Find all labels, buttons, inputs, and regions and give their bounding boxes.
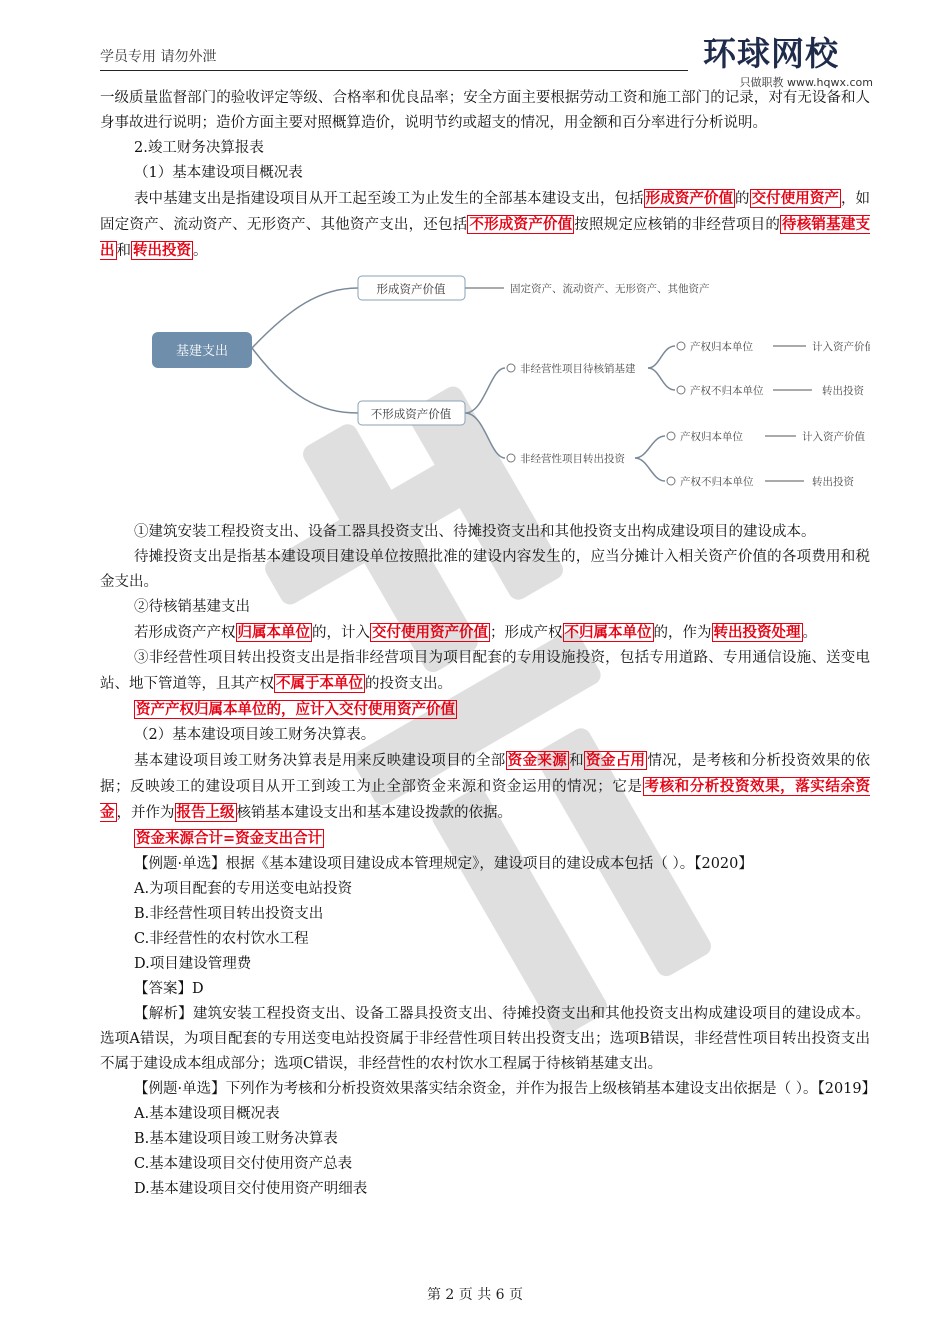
- item2-paragraph: [100, 620, 870, 646]
- mindmap-leaf: 产权不归本单位: [690, 385, 764, 397]
- text-span: 表中基建支出是指建设项目从开工起至竣工为止发生的全部基本建设支出，包括: [134, 191, 644, 207]
- text-span: 和: [116, 243, 131, 259]
- highlight-term: 转出投资: [133, 242, 191, 259]
- text-span: 若形成资产产权: [134, 625, 236, 641]
- text-span: 的，作为: [653, 625, 712, 641]
- highlight-term: 转出投资处理: [713, 624, 801, 641]
- highlight-term: 资金占用: [585, 752, 646, 769]
- highlight-term: 考核和分析投资效果，落实结余资金: [100, 778, 871, 821]
- text-span: ，如固定资产、流动资产、无形资产、其他资产支出，还包括: [100, 191, 871, 233]
- highlight-term: 交付使用资产: [751, 190, 839, 207]
- mindmap-leaf: 产权不归本单位: [680, 476, 754, 488]
- highlight-term: 待核销基建支出: [100, 216, 871, 259]
- question1-option: C.非经营性的农村饮水工程: [134, 931, 309, 947]
- mindmap-branch1-label: 形成资产价值: [376, 282, 446, 296]
- page-content: [100, 86, 877, 1202]
- subsection2-title: （2）基本建设项目竣工财务决算表。: [134, 727, 376, 743]
- mindmap-branch1-note: 固定资产、流动资产、无形资产、其他资产: [510, 283, 710, 295]
- mindmap-leaf-result: 计入资产价值: [802, 431, 865, 443]
- highlight-term: 报告上级: [176, 804, 235, 821]
- mindmap-node-b: 非经营性项目转出投资: [520, 453, 625, 465]
- text-span: ；形成产权: [490, 625, 563, 641]
- intro-paragraph: 一级质量监督部门的验收评定等级、合格率和优良品率；安全方面主要根据劳动工资和施工部门的记录，对有无设备和人身事故进行说明；造价方面主要对照概算造价，说明节约或超支的情况，用金额和百分率进行分析说明。: [100, 90, 870, 131]
- question1-option: B.非经营性项目转出投资支出: [134, 906, 324, 922]
- text-span: 基本建设项目竣工财务决算表是用来反映建设项目的全部: [134, 753, 506, 769]
- mindmap-diagram: [100, 268, 870, 520]
- text-span: 核销基本建设支出和基本建设拨款的依据。: [236, 805, 512, 821]
- page-footer: 第 2 页 共 6 页: [426, 1287, 524, 1303]
- mindmap-svg: [100, 268, 870, 520]
- highlight-term: 不形成资产价值: [469, 216, 573, 233]
- question1-option: A.为项目配套的专用送变电站投资: [134, 881, 353, 897]
- formula-box-line: [100, 826, 870, 852]
- text-span: ，并作为: [116, 805, 175, 821]
- highlight-term: 形成资产价值: [645, 190, 734, 207]
- text-span: ③非经营性项目转出投资支出是指非经营项目为项目配套的专用设施投资，包括专用道路、专用通信设施、送变电站、地下管道等，且其产权: [100, 650, 870, 692]
- highlight-term: 归属本单位: [237, 624, 310, 641]
- question2-option: A.基本建设项目概况表: [134, 1106, 280, 1122]
- highlight-term: 不属于本单位: [276, 675, 363, 692]
- note-box: 资产产权归属本单位的，应计入交付使用资产价值: [136, 701, 455, 718]
- mindmap-branch2-label: 不形成资产价值: [370, 407, 452, 421]
- logo-text: 环球网校: [703, 34, 839, 73]
- question2-stem: 【例题·单选】下列作为考核和分析投资效果落实结余资金，并作为报告上级核销基本建设支出依据是（ ）。【2019】: [134, 1081, 877, 1097]
- text-span: 和: [569, 753, 584, 769]
- mindmap-leaf-result: 计入资产价值: [812, 341, 870, 353]
- text-span: 。: [802, 625, 817, 641]
- mindmap-leaf-result: 转出投资: [822, 385, 864, 397]
- text-span: 的投资支出。: [365, 676, 452, 692]
- question1-stem: 【例题·单选】根据《基本建设项目建设成本管理规定》，建设项目的建设成本包括（ ）。【2020】: [134, 856, 753, 872]
- logo-subtitle: 只做职教 www.hqwx.com: [739, 76, 873, 89]
- question2-option: C.基本建设项目交付使用资产总表: [134, 1156, 353, 1172]
- formula-box: 资金来源合计=资金支出合计: [136, 830, 323, 847]
- highlight-term: 不归属本单位: [564, 624, 652, 641]
- question1-answer: 【答案】D: [134, 981, 204, 997]
- mindmap-root-label: 基建支出: [175, 344, 229, 359]
- item2-title: ②待核销基建支出: [134, 599, 250, 615]
- question2-option: B.基本建设项目竣工财务决算表: [134, 1131, 338, 1147]
- header-note: 学员专用 请勿外泄: [100, 49, 217, 65]
- mindmap-leaf: 产权归本单位: [680, 431, 743, 443]
- text-span: 。: [193, 243, 208, 259]
- item3-paragraph: [100, 646, 870, 697]
- item1-paragraph: ①建筑安装工程投资支出、设备工器具投资支出、待摊投资支出和其他投资支出构成建设项目的建设成本。: [134, 524, 816, 540]
- section-title: 2.竣工财务决算报表: [134, 140, 264, 156]
- basic-expenditure-paragraph: [100, 186, 870, 264]
- question2-option: D.基本建设项目交付使用资产明细表: [134, 1181, 368, 1197]
- mindmap-node-a: 非经营性项目待核销基建: [520, 363, 636, 375]
- question1-analysis: 【解析】建筑安装工程投资支出、设备工器具投资支出、待摊投资支出和其他投资支出构成建设项目的建设成本。选项A错误，为项目配套的专用送变电站投资属于非经营性项目转出投资支出；选项B错误，非经营性项目转出投资支出不属于建设成本组成部分；选项C错误，非经营性的农村饮水工程属于待核销基建支出。: [100, 1006, 870, 1072]
- text-span: 的，计入: [312, 625, 370, 641]
- mindmap-leaf-result: 转出投资: [812, 476, 854, 488]
- item1-note: 待摊投资支出是指基本建设项目建设单位按照批准的建设内容发生的，应当分摊计入相关资产价值的各项费用和税金支出。: [100, 549, 870, 590]
- subsection-title: （1）基本建设项目概况表: [134, 165, 303, 181]
- note-box-line: [100, 697, 870, 723]
- text-span: 按照规定应核销的非经营项目的: [574, 217, 781, 233]
- mindmap-leaf: 产权归本单位: [690, 341, 753, 353]
- highlight-term: 资金来源: [507, 752, 568, 769]
- page-header: [100, 42, 688, 71]
- text-span: 情况，是考核和分析投资效果的依据；反映竣工的建设项目从开工到竣工为止全部资金来源和资金运用的情况；它是: [100, 753, 871, 795]
- question1-option: D.项目建设管理费: [134, 956, 252, 972]
- text-span: 的: [735, 191, 750, 207]
- highlight-term: 交付使用资产价值: [372, 624, 488, 641]
- final-accounts-paragraph: [100, 748, 870, 826]
